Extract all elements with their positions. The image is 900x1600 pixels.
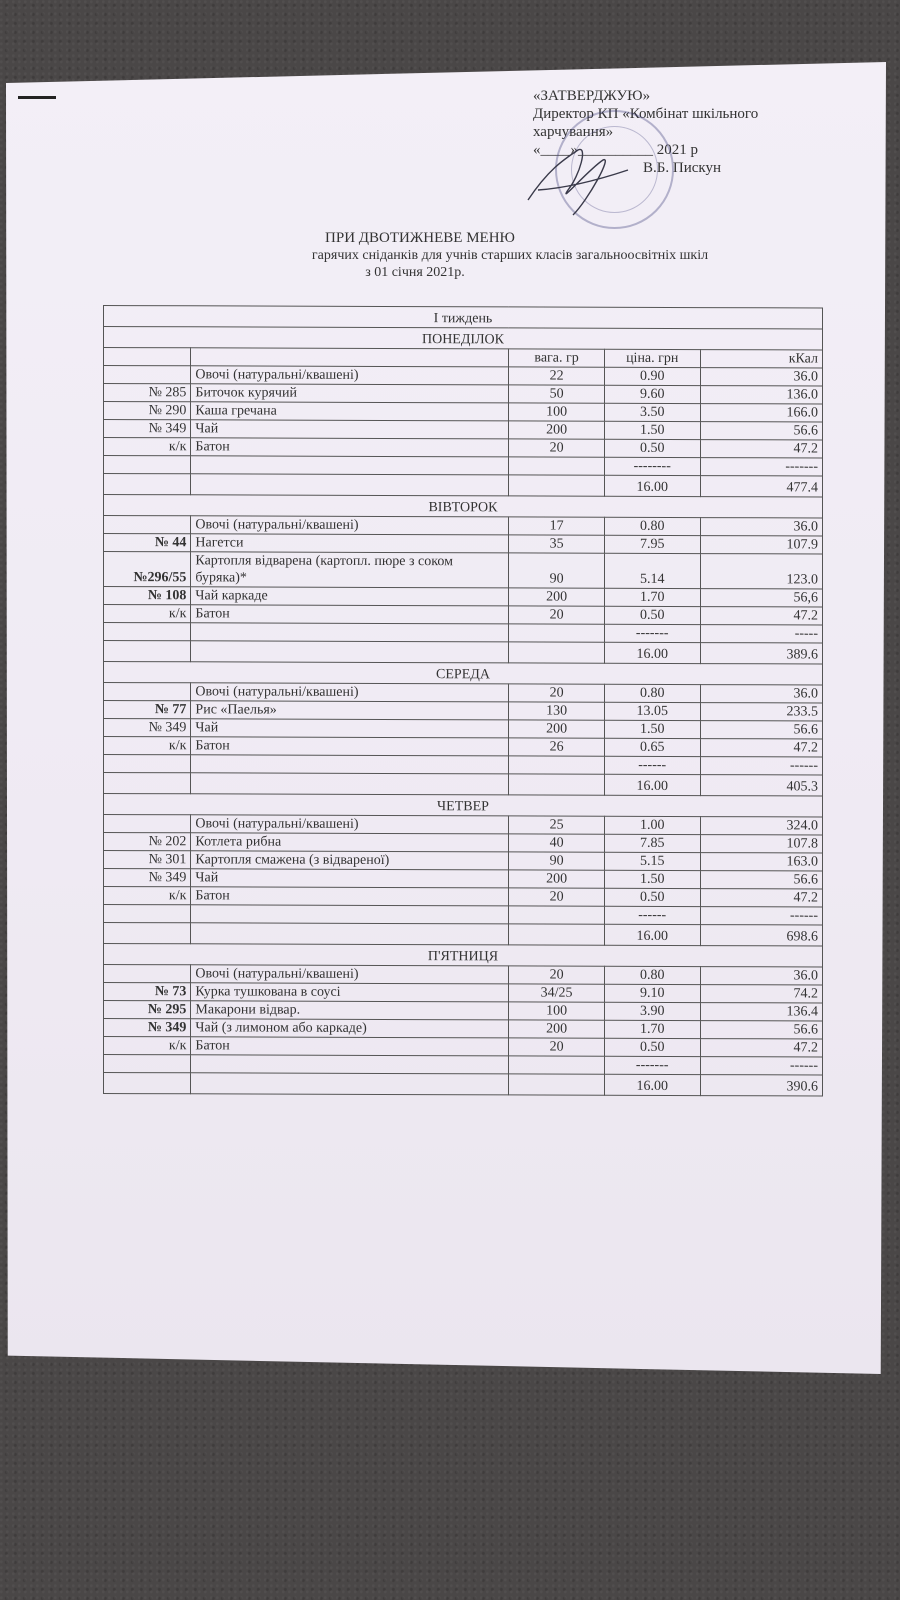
dash-kcal: ------	[700, 907, 822, 925]
empty-cell	[509, 457, 605, 475]
day-header-row	[104, 662, 823, 686]
total-kcal: 389.6	[700, 643, 822, 664]
title-line-1: ПРИ ДВОТИЖНЕВЕ МЕНЮ	[325, 230, 515, 246]
dish-weight: 25	[509, 816, 605, 834]
dish-kcal: 36.0	[700, 967, 822, 985]
dish-price: 0.50	[604, 439, 700, 457]
dish-kcal: 36.0	[700, 368, 822, 386]
dish-kcal: 36.0	[700, 518, 822, 536]
dish-code: № 290	[104, 402, 191, 420]
dish-weight: 20	[509, 684, 605, 702]
dish-name: Овочі (натуральні/квашені)	[191, 366, 509, 385]
table-row	[104, 1001, 823, 1022]
approval-line-3: харчування»	[533, 124, 614, 140]
approval-line-2: Директор КП «Комбінат шкільного	[533, 106, 759, 122]
dish-code: № 202	[104, 833, 191, 851]
dish-name: Батон	[191, 605, 509, 624]
dish-price: 7.85	[604, 834, 700, 852]
dash-price: -------	[604, 1056, 700, 1074]
day-header-row	[104, 327, 823, 351]
empty-cell	[509, 1074, 605, 1095]
dish-name: Рис «Паелья»	[191, 701, 509, 720]
dish-name: Котлета рибна	[191, 833, 509, 852]
empty-cell	[191, 623, 509, 642]
dish-name: Овочі (натуральні/квашені)	[191, 815, 509, 834]
dish-weight: 50	[509, 385, 605, 403]
dish-code: № 349	[104, 420, 191, 438]
table-row	[104, 402, 823, 423]
dish-price: 7.95	[604, 535, 700, 553]
table-row	[104, 605, 823, 626]
dish-name: Чай	[191, 719, 509, 738]
dish-code: № 301	[104, 851, 191, 869]
table-row	[104, 552, 823, 590]
table-row	[104, 701, 823, 722]
day-name: ВІВТОРОК	[104, 495, 823, 519]
dish-kcal: 56.6	[700, 721, 822, 739]
dish-name: Макарони відвар.	[191, 1001, 509, 1020]
dish-price: 9.60	[604, 385, 700, 403]
empty-cell	[104, 755, 191, 773]
document-title	[230, 230, 790, 281]
table-row	[104, 887, 823, 908]
dish-price: 5.14	[604, 553, 700, 588]
empty-cell	[191, 773, 509, 795]
dish-kcal: 56,6	[700, 589, 822, 607]
dish-price: 0.50	[604, 888, 700, 906]
dash-kcal: -------	[700, 458, 822, 476]
empty-cell	[509, 1056, 605, 1074]
dish-weight: 100	[509, 1002, 605, 1020]
menu-table	[103, 305, 823, 1097]
dish-kcal: 74.2	[700, 985, 822, 1003]
dish-name: Биточок курячий	[191, 384, 509, 403]
dish-code: №296/55	[104, 552, 191, 587]
dish-weight: 200	[509, 720, 605, 738]
dish-name: Каша гречана	[191, 402, 509, 421]
dish-weight: 22	[509, 367, 605, 385]
empty-cell	[104, 474, 191, 495]
dish-price: 0.65	[604, 738, 700, 756]
table-row	[104, 869, 823, 890]
dish-name: Картопля смажена (з відвареної)	[191, 851, 509, 870]
dish-kcal: 47.2	[700, 889, 822, 907]
total-price: 16.00	[604, 774, 700, 795]
dish-weight: 20	[509, 606, 605, 624]
table-row	[104, 833, 823, 854]
empty-cell	[191, 456, 509, 475]
table-row	[104, 851, 823, 872]
dish-price: 9.10	[604, 984, 700, 1002]
total-row	[104, 641, 823, 665]
dish-code: к/к	[104, 737, 191, 755]
empty-cell	[104, 641, 191, 662]
total-kcal: 390.6	[700, 1075, 822, 1096]
dish-kcal: 136.0	[700, 386, 822, 404]
pen-mark	[18, 96, 56, 99]
dish-kcal: 56.6	[700, 1021, 822, 1039]
dish-code: № 349	[104, 869, 191, 887]
dish-weight: 40	[509, 834, 605, 852]
empty-cell	[104, 456, 191, 474]
dish-price: 3.50	[604, 403, 700, 421]
signature	[518, 130, 638, 230]
dish-weight: 90	[509, 852, 605, 870]
dish-price: 0.90	[604, 367, 700, 385]
column-header-dish	[191, 348, 509, 367]
table-row	[104, 420, 823, 441]
total-row	[104, 474, 823, 498]
dish-weight: 35	[509, 535, 605, 553]
dish-code: № 44	[104, 534, 191, 552]
column-header-weight: вага. гр	[509, 349, 605, 367]
dash-price: ------	[604, 756, 700, 774]
dash-kcal: -----	[700, 625, 822, 643]
empty-cell	[509, 475, 605, 496]
day-header-row	[104, 944, 823, 968]
dish-price: 1.50	[604, 870, 700, 888]
dish-weight: 90	[509, 553, 605, 588]
dish-price: 0.80	[604, 966, 700, 984]
dish-kcal: 47.2	[700, 1039, 822, 1057]
dish-price: 3.90	[604, 1002, 700, 1020]
column-header-kcal: кКал	[700, 350, 822, 368]
dish-price: 5.15	[604, 852, 700, 870]
dish-price: 1.00	[604, 816, 700, 834]
dish-kcal: 107.9	[700, 536, 822, 554]
dish-code: к/к	[104, 1037, 191, 1055]
dish-kcal: 56.6	[700, 422, 822, 440]
approval-line-5: В.Б. Пискун	[643, 160, 721, 176]
dash-kcal: ------	[700, 757, 822, 775]
dish-weight: 20	[509, 439, 605, 457]
dish-name: Овочі (натуральні/квашені)	[191, 516, 509, 535]
table-row	[104, 737, 823, 758]
dish-price: 0.80	[604, 684, 700, 702]
dish-name: Чай	[191, 420, 509, 439]
dish-weight: 20	[509, 1038, 605, 1056]
title-line-3: з 01 січня 2021р.	[365, 265, 465, 280]
dish-code: № 285	[104, 384, 191, 402]
empty-cell	[191, 474, 509, 496]
dish-weight: 130	[509, 702, 605, 720]
table-row	[104, 516, 823, 537]
table-row	[104, 719, 823, 740]
dish-kcal: 324.0	[700, 817, 822, 835]
dish-weight: 200	[509, 870, 605, 888]
dish-name: Чай каркаде	[191, 587, 509, 606]
empty-cell	[191, 641, 509, 663]
day-name: П'ЯТНИЦЯ	[104, 944, 823, 968]
empty-cell	[509, 756, 605, 774]
empty-cell	[191, 905, 509, 924]
table-row	[104, 1037, 823, 1058]
dish-weight: 100	[509, 403, 605, 421]
empty-cell	[509, 906, 605, 924]
dish-name: Нагетси	[191, 534, 509, 553]
dish-code: к/к	[104, 605, 191, 623]
dish-price: 13.05	[604, 702, 700, 720]
dish-code: № 349	[104, 1019, 191, 1037]
dish-code	[104, 683, 191, 701]
empty-cell	[509, 642, 605, 663]
day-header-row	[104, 794, 823, 818]
table-row	[104, 534, 823, 555]
dish-code: № 73	[104, 983, 191, 1001]
total-price: 16.00	[604, 475, 700, 496]
total-price: 16.00	[604, 1074, 700, 1095]
dish-name: Батон	[191, 1037, 509, 1056]
table-row	[104, 438, 823, 459]
dish-kcal: 47.2	[700, 440, 822, 458]
dish-kcal: 107.8	[700, 835, 822, 853]
dish-kcal: 47.2	[700, 607, 822, 625]
empty-cell	[104, 773, 191, 794]
empty-cell	[191, 923, 509, 945]
table-row	[104, 815, 823, 836]
column-header-price: ціна. грн	[604, 349, 700, 367]
dish-price: 1.50	[604, 421, 700, 439]
approval-line-1: «ЗАТВЕРДЖУЮ»	[533, 88, 651, 104]
empty-cell	[509, 774, 605, 795]
dish-code: № 77	[104, 701, 191, 719]
dash-kcal: ------	[700, 1057, 822, 1075]
dish-kcal: 136.4	[700, 1003, 822, 1021]
dish-code: № 108	[104, 587, 191, 605]
table-row	[104, 366, 823, 387]
dish-name: Батон	[191, 737, 509, 756]
dish-kcal: 56.6	[700, 871, 822, 889]
total-row	[104, 923, 823, 947]
dish-weight: 200	[509, 1020, 605, 1038]
empty-cell	[509, 924, 605, 945]
dish-weight: 34/25	[509, 984, 605, 1002]
day-name: ПОНЕДІЛОК	[104, 327, 823, 351]
dish-name: Чай (з лимоном або каркаде)	[191, 1019, 509, 1038]
total-kcal: 405.3	[700, 775, 822, 796]
week-row	[104, 306, 823, 330]
dish-code	[104, 366, 191, 384]
empty-cell	[191, 755, 509, 774]
dish-kcal: 166.0	[700, 404, 822, 422]
dish-weight: 26	[509, 738, 605, 756]
day-name: СЕРЕДА	[104, 662, 823, 686]
dish-price: 0.80	[604, 517, 700, 535]
dish-name: Батон	[191, 438, 509, 457]
dish-kcal: 123.0	[700, 554, 822, 589]
dish-price: 0.50	[604, 606, 700, 624]
table-row	[104, 683, 823, 704]
dish-code: № 349	[104, 719, 191, 737]
dish-name: Овочі (натуральні/квашені)	[191, 683, 509, 702]
dash-price: --------	[604, 457, 700, 475]
dash-price: ------	[604, 906, 700, 924]
total-kcal: 477.4	[700, 476, 822, 497]
total-price: 16.00	[604, 642, 700, 663]
empty-cell	[104, 623, 191, 641]
dish-name: Батон	[191, 887, 509, 906]
total-price: 16.00	[604, 924, 700, 945]
dish-weight: 200	[509, 421, 605, 439]
table-row	[104, 983, 823, 1004]
table-row	[104, 587, 823, 608]
dish-weight: 20	[509, 966, 605, 984]
dish-price: 1.70	[604, 1020, 700, 1038]
total-row	[104, 773, 823, 797]
empty-cell	[191, 1055, 509, 1074]
dish-name: Курка тушкована в соусі	[191, 983, 509, 1002]
table-row	[104, 965, 823, 986]
dish-code	[104, 516, 191, 534]
empty-cell	[509, 624, 605, 642]
dish-kcal: 36.0	[700, 685, 822, 703]
dish-code: № 295	[104, 1001, 191, 1019]
dash-price: -------	[604, 624, 700, 642]
dish-name: Чай	[191, 869, 509, 888]
dish-code	[104, 965, 191, 983]
empty-cell	[191, 1073, 509, 1095]
column-header-code	[104, 348, 191, 366]
dish-price: 1.50	[604, 720, 700, 738]
day-header-row	[104, 495, 823, 519]
week-label: І тиждень	[104, 306, 823, 330]
dish-name: Овочі (натуральні/квашені)	[191, 965, 509, 984]
approval-line-4: «____»__________ 2021 р	[533, 142, 698, 158]
dish-name: Картопля відварена (картопл. пюре з соком буряка)*	[191, 552, 509, 588]
empty-cell	[104, 905, 191, 923]
dish-weight: 200	[509, 588, 605, 606]
empty-cell	[104, 1073, 191, 1094]
dish-price: 0.50	[604, 1038, 700, 1056]
dish-code: к/к	[104, 887, 191, 905]
empty-cell	[104, 923, 191, 944]
dish-kcal: 47.2	[700, 739, 822, 757]
dish-price: 1.70	[604, 588, 700, 606]
dish-kcal: 233.5	[700, 703, 822, 721]
table-row	[104, 384, 823, 405]
dish-code: к/к	[104, 438, 191, 456]
dish-weight: 17	[509, 517, 605, 535]
dish-weight: 20	[509, 888, 605, 906]
total-kcal: 698.6	[700, 925, 822, 946]
table-row	[104, 1019, 823, 1040]
day-name: ЧЕТВЕР	[104, 794, 823, 818]
title-line-2: гарячих сніданків для учнів старших класів загальноосвітніх шкіл	[311, 248, 709, 263]
dish-code	[104, 815, 191, 833]
total-row	[104, 1073, 823, 1097]
empty-cell	[104, 1055, 191, 1073]
dish-kcal: 163.0	[700, 853, 822, 871]
